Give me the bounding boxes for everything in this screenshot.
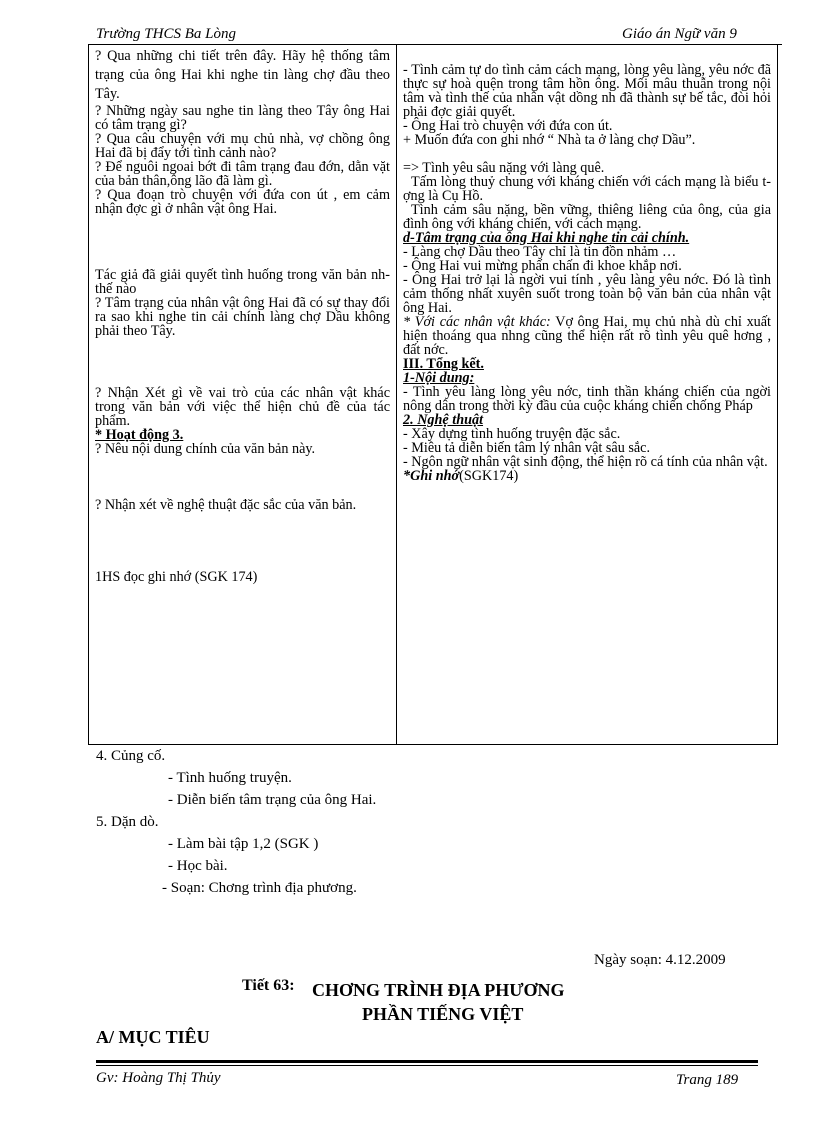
other-characters-label: * Với các nhân vật khác: — [403, 314, 551, 330]
content-rumor: - Làng chợ Dầu theo Tây chỉ là tin đồn nhảm … — [403, 244, 677, 260]
question-2: ? Những ngày sau nghe tin làng theo Tây ông Hai có tâm trạng gì? — [95, 103, 390, 133]
header-subject: Giáo án Ngữ văn 9 — [622, 26, 737, 42]
lesson-table — [88, 44, 778, 745]
section-d-heading: d-Tâm trạng của ông Hai khi nghe tin cải chính. — [403, 230, 690, 246]
section-5-item-2: - Học bài. — [168, 858, 228, 874]
footer-teacher — [96, 1070, 221, 1087]
content-talk-son: - Ông Hai trò chuyện với đứa con út. — [403, 118, 613, 134]
content-heading: 1-Nội dung: — [403, 370, 475, 386]
art-item-1: - Xây dựng tình huống truyện đặc sắc. — [403, 426, 621, 442]
section-iii-heading: III. Tổng kết. — [403, 356, 484, 372]
content-deep-feelings: Tình cảm sâu nặng, bền vững, thiêng liêng của ông, của gia đình ông với kháng chiến, với cách mạng. — [403, 202, 771, 232]
activity-3-heading: * Hoạt động 3. — [95, 427, 184, 443]
remember-note — [403, 469, 771, 483]
footer-teacher-name: Hoàng Thị Thủy — [122, 1070, 221, 1086]
question-10: ? Nhận xét về nghệ thuật đặc sắc của văn bản. — [95, 497, 357, 513]
question-9: ? Nêu nội dung chính của văn bản này. — [95, 441, 316, 457]
content-loyal: Tấm lòng thuỷ chung với kháng chiến với cách mạng là biểu tợng là Cụ Hồ. — [403, 174, 771, 204]
question-8: ? Nhận Xét gì về vai trò của các nhân vật khác trong văn bản với việc thể hiện chủ đề của tác phẩm. — [95, 385, 390, 429]
question-1: ? Qua những chi tiết trên đây. Hãy hệ thống tâm trạng của ông Hai khi nghe tin làng chợ đầu theo Tây. — [95, 48, 390, 102]
lesson-title-1: CHƠNG TRÌNH ĐỊA PHƯƠNG — [312, 980, 565, 1000]
question-6: Tác giả đã giải quyết tình huống trong văn bản nh thế nào — [95, 267, 390, 297]
question-4: ? Để nguôi ngoai bớt đi tâm trạng đau đớn, dằn vặt của bản thân,ông lão đã làm gì. — [95, 159, 390, 189]
read-summary-note: 1HS đọc ghi nhớ (SGK 174) — [95, 569, 258, 585]
footer-teacher-prefix: Gv: — [96, 1070, 119, 1086]
footer-rule-thin — [96, 1065, 758, 1066]
objectives-heading: A/ MỤC TIÊU — [96, 1027, 210, 1047]
footer-page-number: Trang 189 — [676, 1072, 739, 1088]
footer-rule-thick — [96, 1060, 758, 1063]
section-5-heading: 5. Dặn dò. — [96, 814, 159, 830]
content-summary: - Tình yêu làng lòng yêu nớc, tinh thần kháng chiến của ngời nông dân trong thời kỳ đầu của cuộc kháng chiến chống Pháp — [403, 384, 771, 414]
teacher-activity-column — [89, 45, 397, 745]
section-5-item-1: - Làm bài tập 1,2 (SGK ) — [168, 836, 319, 852]
date-prepared: Ngày soạn: 4.12.2009 — [594, 952, 726, 968]
section-4-item-1: - Tình huống truyện. — [168, 770, 292, 786]
lesson-number: Tiết 63: — [242, 977, 295, 994]
question-3: ? Qua câu chuyện với mụ chủ nhà, vợ chồng ông Hai đã bị đẩy tới tình cảnh nào? — [95, 131, 390, 161]
content-remember-village: + Muốn đứa con ghi nhớ “ Nhà ta ở làng chợ Dầu”. — [403, 132, 696, 148]
content-feelings: - Tình cảm tự do tình cảm cách mạng, lòng yêu làng, yêu nớc đã thực sự hoà quện trong tâm hồn ông. Mối mâu thuẫn trong nội tâm và tình thế của nhân vật dồng nh đã thành sự bế tắc, đòi hỏi phải đợc giải quyết. — [403, 62, 771, 120]
question-5: ? Qua đoạn trò chuyện với đứa con út , em cảm nhận đợc gì ở nhân vật ông Hai. — [95, 187, 390, 217]
question-7: ? Tâm trạng của nhân vật ông Hai đã có sự thay đổi ra sao khi nghe tin cải chính làng chợ Dầu không phải theo Tây. — [95, 295, 390, 339]
art-heading: 2. Nghệ thuật — [403, 412, 484, 428]
section-4-heading: 4. Củng cố. — [96, 748, 166, 764]
content-return: - Ông Hai trở lại là ngời vui tính , yêu làng yêu nớc. Đó là tình cảm thống nhất xuyên suốt trong toàn bộ văn bản của nhân vật ông Hai. — [403, 272, 771, 316]
remember-ref: (SGK174) — [459, 468, 519, 484]
content-joy: - Ông Hai vui mừng phấn chấn đi khoe khắp nơi. — [403, 258, 682, 274]
remember-label: *Ghi nhớ — [403, 468, 460, 484]
other-characters-text: Vợ ông Hai, mụ chủ nhà dù chỉ xuất hiện thoáng qua nhng cũng thể hiện rất rõ tình yêu quê hơng , đất nớc. — [403, 314, 771, 358]
section-5-item-3: - Soạn: Chơng trình địa phương. — [162, 880, 357, 896]
art-item-3: - Ngôn ngữ nhân vật sinh động, thể hiện rõ cá tính của nhân vật. — [403, 454, 768, 470]
content-love-village: => Tình yêu sâu nặng với làng quê. — [403, 160, 605, 176]
section-4-item-2: - Diễn biến tâm trạng của ông Hai. — [168, 792, 377, 808]
art-item-2: - Miêu tả diễn biến tâm lý nhân vật sâu sắc. — [403, 440, 651, 456]
lesson-title-2: PHẦN TIẾNG VIỆT — [362, 1004, 524, 1024]
content-column — [397, 45, 778, 745]
content-other-characters — [403, 315, 771, 357]
header-school: Trường THCS Ba Lòng — [96, 26, 236, 42]
